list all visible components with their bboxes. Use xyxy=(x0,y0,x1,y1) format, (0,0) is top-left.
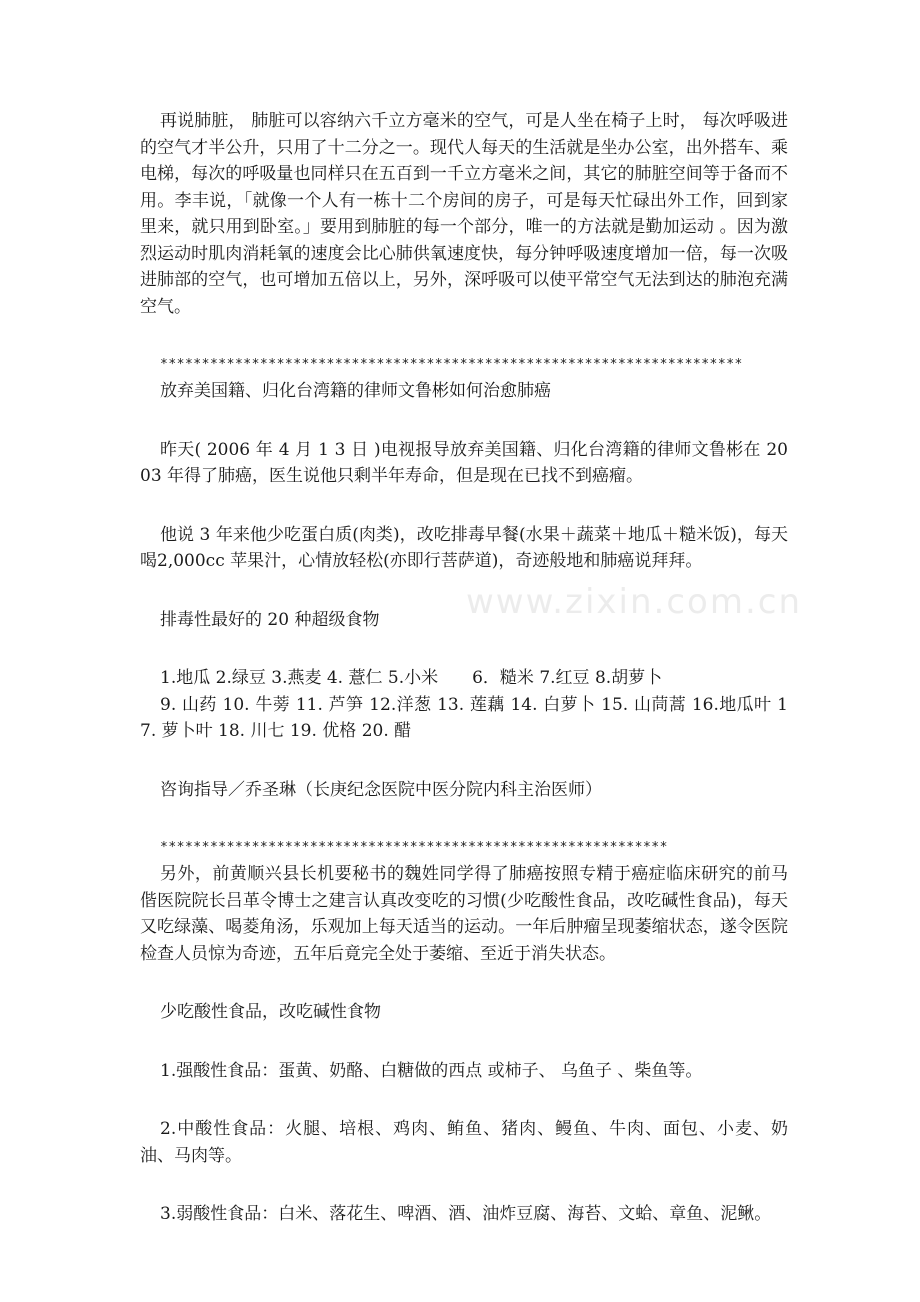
section-heading-lung-cancer: 放弃美国籍、归化台湾籍的律师文鲁彬如何治愈肺癌 xyxy=(160,381,551,401)
food-list-1: 1.地瓜 2.绿豆 3.燕麦 4. 薏仁 5.小米 6．糙米 7.红豆 8.胡萝卜 xyxy=(160,668,663,688)
acid-food-strong: 1.强酸性食品：蛋黄、奶酪、白糖做的西点 或柿子、 乌鱼子 、柴鱼等。 xyxy=(160,1060,703,1081)
section-heading-detox-foods: 排毒性最好的 20 种超级食物 xyxy=(160,609,380,630)
section-heading-alkaline: 少吃酸性食品，改吃碱性食物 xyxy=(160,1002,381,1022)
paragraph-diet-change: 他说 3 年来他少吃蛋白质(肉类)，改吃排毒早餐(水果＋蔬菜＋地瓜＋糙米饭)，每天喝2,000cc 苹果汁，心情放轻松(亦即行菩萨道)，奇迹般地和肺癌说拜拜。 xyxy=(140,524,788,571)
paragraph-lungs: 再说肺脏， 肺脏可以容纳六千立方毫米的空气，可是人坐在椅子上时， 每次呼吸进的空气才半公升，只用了十二分之一。现代人每天的生活就是坐办公室，出外搭车、乘电梯，每次的呼吸量也同样只在五百到一千立方毫米之间，其它的肺脏空间等于备而不用。李丰说，「就像一个人有一栋十二个房间的房子，可是每天忙碌出外工作，回到家里来，就只用到卧室。」要用到肺脏的每一个部分，唯一的方法就是勤加运动 。因为激烈运动时肌肉消耗氧的速度会比心肺供氧速度快，每分钟呼吸速度增加一倍，每一次吸进肺部的空气，也可增加五倍以上，另外，深呼吸可以使平常空气无法到达的肺泡充满空气。 xyxy=(140,111,788,317)
document-page xyxy=(140,108,788,1260)
acid-food-medium: 2.中酸性食品：火腿、培根、鸡肉、鲔鱼、猪肉、鳗鱼、牛肉、面包、小麦、奶油、马肉等。 xyxy=(140,1119,788,1166)
separator-stars-2: ************************************************************* xyxy=(160,840,668,855)
watermark: www.zixin.com.cn xyxy=(466,582,802,622)
paragraph-news-report: 昨天( 2006 年 4 月 1 3 日 )电视报导放弃美国籍、归化台湾籍的律师文鲁彬在 2003 年得了肺癌，医生说他只剩半年寿命，但是现在已找不到癌瘤。 xyxy=(140,439,788,486)
paragraph-case-study: 另外，前黄顺兴县长机要秘书的魏姓同学得了肺癌按照专精于癌症临床研究的前马偕医院院长吕革令博士之建言认真改变吃的习惯(少吃酸性食品，改吃碱性食品)，每天又吃绿藻、喝菱角汤，乐观加上每天适当的运动。一年后肿瘤呈现萎缩状态，遂令医院检查人员惊为奇迹，五年后竟完全处于萎缩、至近于消失状态。 xyxy=(140,864,788,964)
consultant-credit: 咨询指导／乔圣琳（长庚纪念医院中医分院内科主治医师） xyxy=(160,779,602,800)
acid-food-weak: 3.弱酸性食品：白米、落花生、啤酒、酒、油炸豆腐、海苔、文蛤、章鱼、泥鳅。 xyxy=(160,1204,772,1224)
separator-stars: ********************************************************************** xyxy=(160,357,743,372)
food-list-2: 9. 山药 10. 牛蒡 11. 芦笋 12.洋葱 13. 莲藕 14. 白萝卜 15. 山茼蒿 16.地瓜叶 17. 萝卜叶 18. 川七 19. 优格 20. 醋 xyxy=(140,694,788,741)
